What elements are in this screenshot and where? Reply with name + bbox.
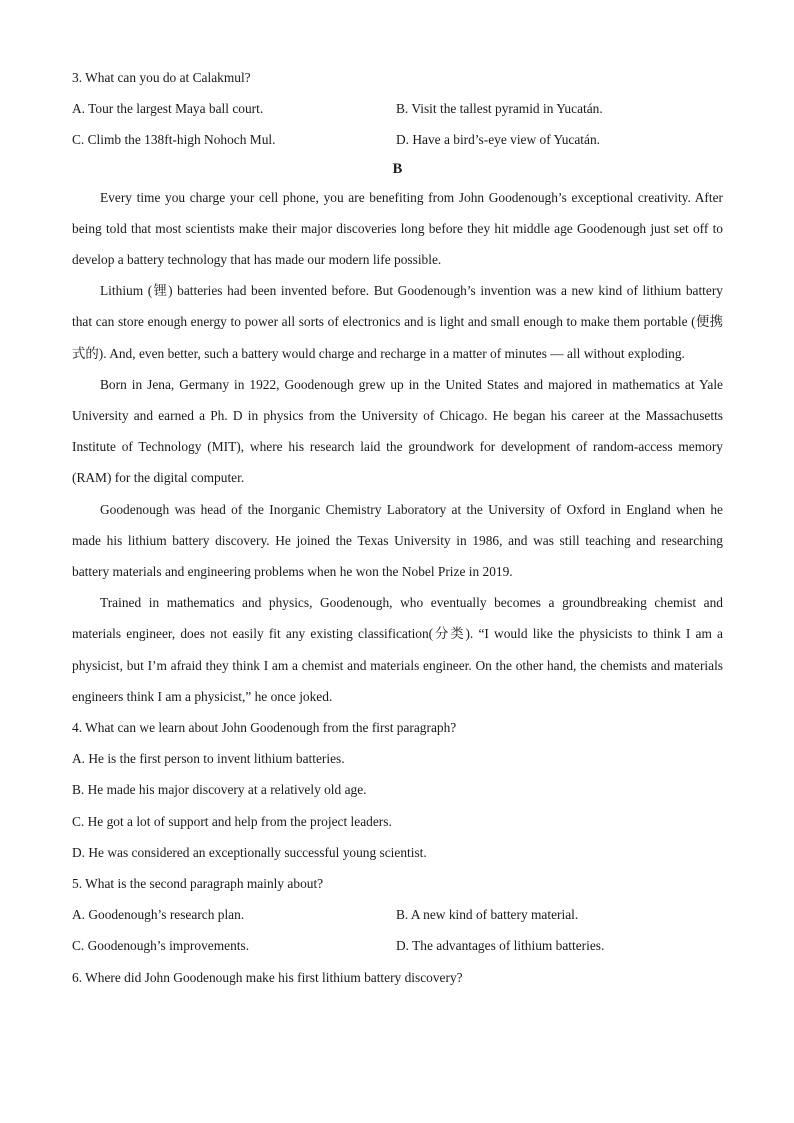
- document-page: [72, 62, 723, 993]
- question-5: 5. What is the second paragraph mainly about?: [72, 875, 324, 891]
- question-3-option-b: B. Visit the tallest pyramid in Yucatán.: [396, 101, 603, 117]
- question-5-options-row-2: [72, 930, 723, 961]
- passage-paragraph-3: Born in Jena, Germany in 1922, Goodenough grew up in the United States and majored in mathematics at Yale University and earned a Ph. D in physics from the University of Chicago. He began his career at the Massachusetts Institute of Technology (MIT), where his research laid the groundwork for development of random-access memory (RAM) for the digital computer.: [72, 376, 723, 486]
- question-4-option-b: B. He made his major discovery at a relatively old age.: [72, 782, 367, 798]
- question-5-option-b: B. A new kind of battery material.: [396, 907, 579, 923]
- question-3-options-row-1: [72, 93, 723, 124]
- question-4-option-a: A. He is the first person to invent lithium batteries.: [72, 751, 345, 767]
- question-5-option-c: C. Goodenough’s improvements.: [72, 938, 250, 954]
- question-5-options-row-1: [72, 899, 723, 930]
- question-3: 3. What can you do at Calakmul?: [72, 70, 251, 85]
- question-5-option-d: D. The advantages of lithium batteries.: [396, 938, 605, 954]
- question-3-options-row-2: [72, 124, 723, 155]
- question-5-option-a: A. Goodenough’s research plan.: [72, 907, 245, 923]
- question-6: 6. Where did John Goodenough make his first lithium battery discovery?: [72, 969, 463, 985]
- question-3-option-c: C. Climb the 138ft-high Nohoch Mul.: [72, 132, 276, 148]
- passage-paragraph-5: Trained in mathematics and physics, Goodenough, who eventually becomes a groundbreaking chemist and materials engineer, does not easily fit any existing classification(分类). “I would like the physicists to think I am a physicist, but I’m afraid they think I am a chemist and materials engineer. On the other hand, the chemists and materials engineers think I am a physicist,” he once joked.: [72, 595, 723, 704]
- question-4: 4. What can we learn about John Goodenough from the first paragraph?: [72, 720, 457, 736]
- passage-paragraph-2: Lithium (锂) batteries had been invented before. But Goodenough’s invention was a new kind of lithium battery that can store enough energy to power all sorts of electronics and is light and small enough to make them portable (便携式的). And, even better, such a battery would charge and recharge in a matter of minutes — all without exploding.: [72, 283, 723, 361]
- question-4-option-c: C. He got a lot of support and help from the project leaders.: [72, 813, 392, 829]
- question-3-option-d: D. Have a bird’s-eye view of Yucatán.: [396, 132, 601, 148]
- question-3-option-a: A. Tour the largest Maya ball court.: [72, 101, 264, 117]
- passage-paragraph-4: Goodenough was head of the Inorganic Chemistry Laboratory at the University of Oxford in England when he made his lithium battery discovery. He joined the Texas University in 1986, and was still teaching and researching battery materials and engineering problems when he won the Nobel Prize in 2019.: [72, 501, 723, 579]
- question-4-option-d: D. He was considered an exceptionally successful young scientist.: [72, 844, 427, 860]
- passage-paragraph-1: Every time you charge your cell phone, you are benefiting from John Goodenough’s exceptional creativity. After being told that most scientists make their major discoveries long before they hit middle age Goodenough just set off to develop a battery technology that has made our modern life possible.: [72, 189, 723, 267]
- section-heading: B: [392, 160, 403, 177]
